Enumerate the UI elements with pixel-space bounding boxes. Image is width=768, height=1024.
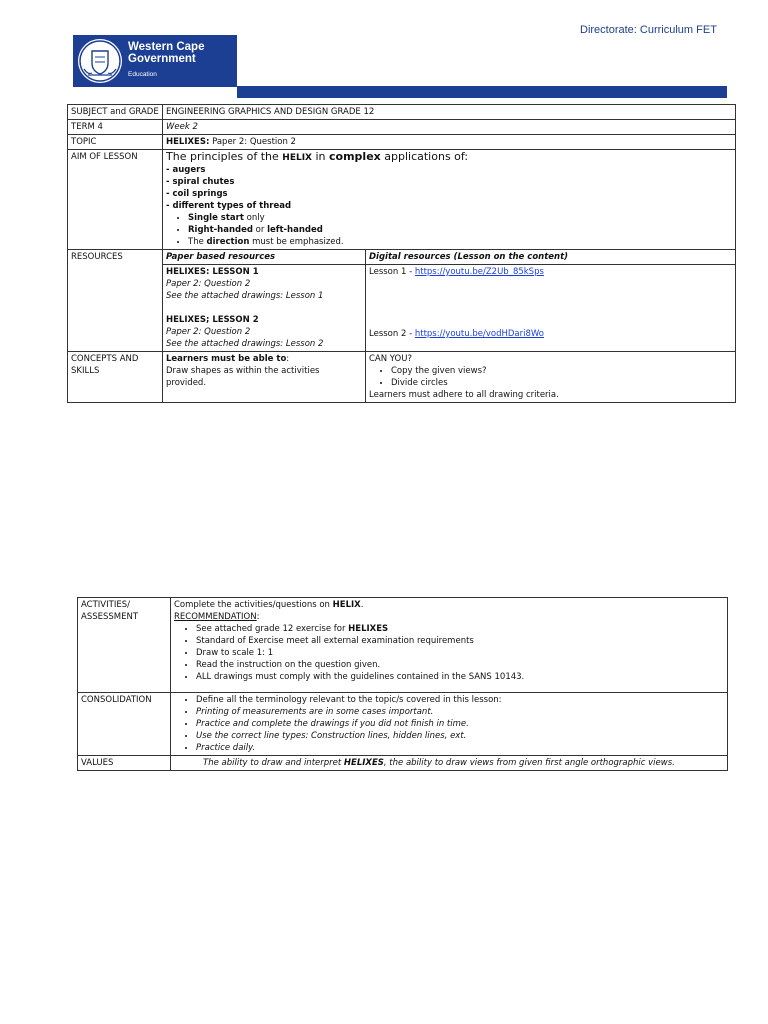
- topic-value: [163, 135, 736, 150]
- table-row: [68, 120, 736, 135]
- topic-bold: HELIXES:: [166, 137, 210, 147]
- bullet1-bold: Single start: [188, 213, 244, 223]
- lesson-table: [67, 104, 736, 403]
- aim-content: [163, 150, 736, 250]
- list-item: • Practice and complete the drawings if you did not finish in time.: [196, 718, 724, 730]
- subject-value: ENGINEERING GRAPHICS AND DESIGN GRADE 12: [163, 105, 736, 120]
- complete-b: .: [360, 600, 364, 610]
- table-row: [68, 105, 736, 120]
- western-cape-logo: [73, 35, 237, 87]
- values-label: VALUES: [78, 756, 171, 771]
- bullet3-bold: direction: [206, 237, 250, 247]
- list-item: [188, 212, 732, 224]
- bullet1-rest: only: [243, 213, 265, 223]
- coat-of-arms-icon: [78, 39, 122, 83]
- list-item: • Define all the terminology relevant to the topic/s covered in this lesson:: [196, 694, 724, 706]
- rec-item1-a: See attached grade 12 exercise for: [196, 624, 349, 634]
- lesson2-paper: Paper 2: Question 2: [166, 327, 251, 337]
- lesson1-title: HELIXES: LESSON 1: [166, 267, 259, 277]
- values-bold: HELIXES: [343, 758, 384, 768]
- table-row: [78, 756, 728, 771]
- values-content: [171, 756, 728, 771]
- recommendation-colon: :: [256, 612, 260, 622]
- adhere-text: Learners must adhere to all drawing criteria.: [369, 390, 559, 400]
- can-you-list: [369, 365, 732, 389]
- consolidation-content: [171, 693, 728, 756]
- bullet3-rest: must be emphasized.: [249, 237, 344, 247]
- activity-table: [77, 597, 728, 771]
- table-row: [78, 693, 728, 756]
- directorate-label: Directorate: Curriculum FET: [580, 24, 717, 36]
- list-item: • Read the instruction on the question given.: [196, 659, 724, 671]
- list-item: [196, 623, 724, 635]
- lesson1-video-link[interactable]: https://youtu.be/Z2Ub_85kSps: [414, 267, 544, 277]
- bullet2-mid: or: [252, 225, 268, 235]
- can-you: CAN YOU?: [369, 354, 412, 364]
- aim-item: - spiral chutes: [166, 177, 235, 187]
- lesson2-title: HELIXES; LESSON 2: [166, 315, 259, 325]
- topic-label: TOPIC: [68, 135, 163, 150]
- resources-label: RESOURCES: [68, 250, 163, 352]
- term-label: TERM 4: [68, 120, 163, 135]
- aim-intro-c: applications of:: [380, 150, 469, 163]
- list-item: • ALL drawings must comply with the guidelines contained in the SANS 10143.: [196, 671, 724, 683]
- learners-colon: :: [286, 354, 290, 364]
- list-item: • Copy the given views?: [391, 365, 732, 377]
- values-b: , the ability to draw views from given first angle orthographic views.: [383, 758, 675, 768]
- topic-text: Paper 2: Question 2: [209, 137, 296, 147]
- table-row: [68, 150, 736, 250]
- aim-bullets: [166, 212, 732, 248]
- lesson1-paper: Paper 2: Question 2: [166, 279, 251, 289]
- list-item: • Draw to scale 1: 1: [196, 647, 724, 659]
- rec-item1-b: HELIXES: [348, 624, 389, 634]
- complete-helix: HELIX: [332, 600, 361, 610]
- aim-label: AIM OF LESSON: [68, 150, 163, 250]
- digital-resources-header: Digital resources (Lesson on the content): [366, 250, 736, 265]
- bullet2-bold1: Right-handed: [188, 225, 253, 235]
- table-row: [68, 135, 736, 150]
- consolidation-list: [174, 694, 724, 754]
- aim-intro-complex: complex: [329, 150, 381, 163]
- digital1-label: Lesson 1 -: [369, 267, 415, 277]
- aim-item: - different types of thread: [166, 201, 292, 211]
- logo-text-line3: Education: [128, 71, 157, 78]
- lesson1-see: See the attached drawings: Lesson 1: [166, 291, 324, 301]
- digital-resources: [366, 265, 736, 352]
- list-item: • Use the correct line types: Construction lines, hidden lines, ext.: [196, 730, 724, 742]
- concepts-paper: [163, 352, 366, 403]
- list-item: • Divide circles: [391, 377, 732, 389]
- lesson2-video-link[interactable]: https://youtu.be/vodHDari8Wo: [414, 329, 544, 339]
- aim-intro-b: in: [311, 150, 330, 163]
- aim-intro: [166, 151, 732, 164]
- recommendation-list: [174, 623, 724, 683]
- table-row: [68, 250, 736, 265]
- complete-a: Complete the activities/questions on: [174, 600, 333, 610]
- aim-item: - augers: [166, 165, 206, 175]
- activities-content: [171, 598, 728, 693]
- header-bar: [237, 86, 727, 98]
- list-item: [188, 224, 732, 236]
- paper-resources-header: Paper based resources: [163, 250, 366, 265]
- list-item: • Printing of measurements are in some cases important.: [196, 706, 724, 718]
- values-a: The ability to draw and interpret: [203, 758, 344, 768]
- aim-intro-helix: HELIX: [282, 153, 312, 163]
- list-item: [188, 236, 732, 248]
- learners-bold: Learners must be able to: [166, 354, 287, 364]
- concepts-label: CONCEPTS AND SKILLS: [68, 352, 163, 403]
- logo-text-line1: Western Cape: [128, 41, 205, 53]
- list-item: • Standard of Exercise meet all external examination requirements: [196, 635, 724, 647]
- bullet2-bold2: left-handed: [267, 225, 323, 235]
- table-row: [68, 265, 736, 352]
- aim-item: - coil springs: [166, 189, 228, 199]
- learners-text: Draw shapes as within the activities provided.: [166, 366, 320, 388]
- lesson2-see: See the attached drawings: Lesson 2: [166, 339, 324, 349]
- recommendation: RECOMMENDATION: [174, 612, 257, 622]
- table-row: [68, 352, 736, 403]
- bullet3-pre: The: [188, 237, 207, 247]
- consolidation-label: CONSOLIDATION: [78, 693, 171, 756]
- list-item: • Practice daily.: [196, 742, 724, 754]
- table-row: [78, 598, 728, 693]
- aim-intro-a: The principles of the: [166, 150, 283, 163]
- logo-text-line2: Government: [128, 53, 196, 65]
- term-value: Week 2: [163, 120, 736, 135]
- paper-resources: [163, 265, 366, 352]
- digital2-label: Lesson 2 -: [369, 329, 415, 339]
- concepts-digital: [366, 352, 736, 403]
- activities-label: ACTIVITIES/ ASSESSMENT: [78, 598, 171, 693]
- subject-label: SUBJECT and GRADE: [68, 105, 163, 120]
